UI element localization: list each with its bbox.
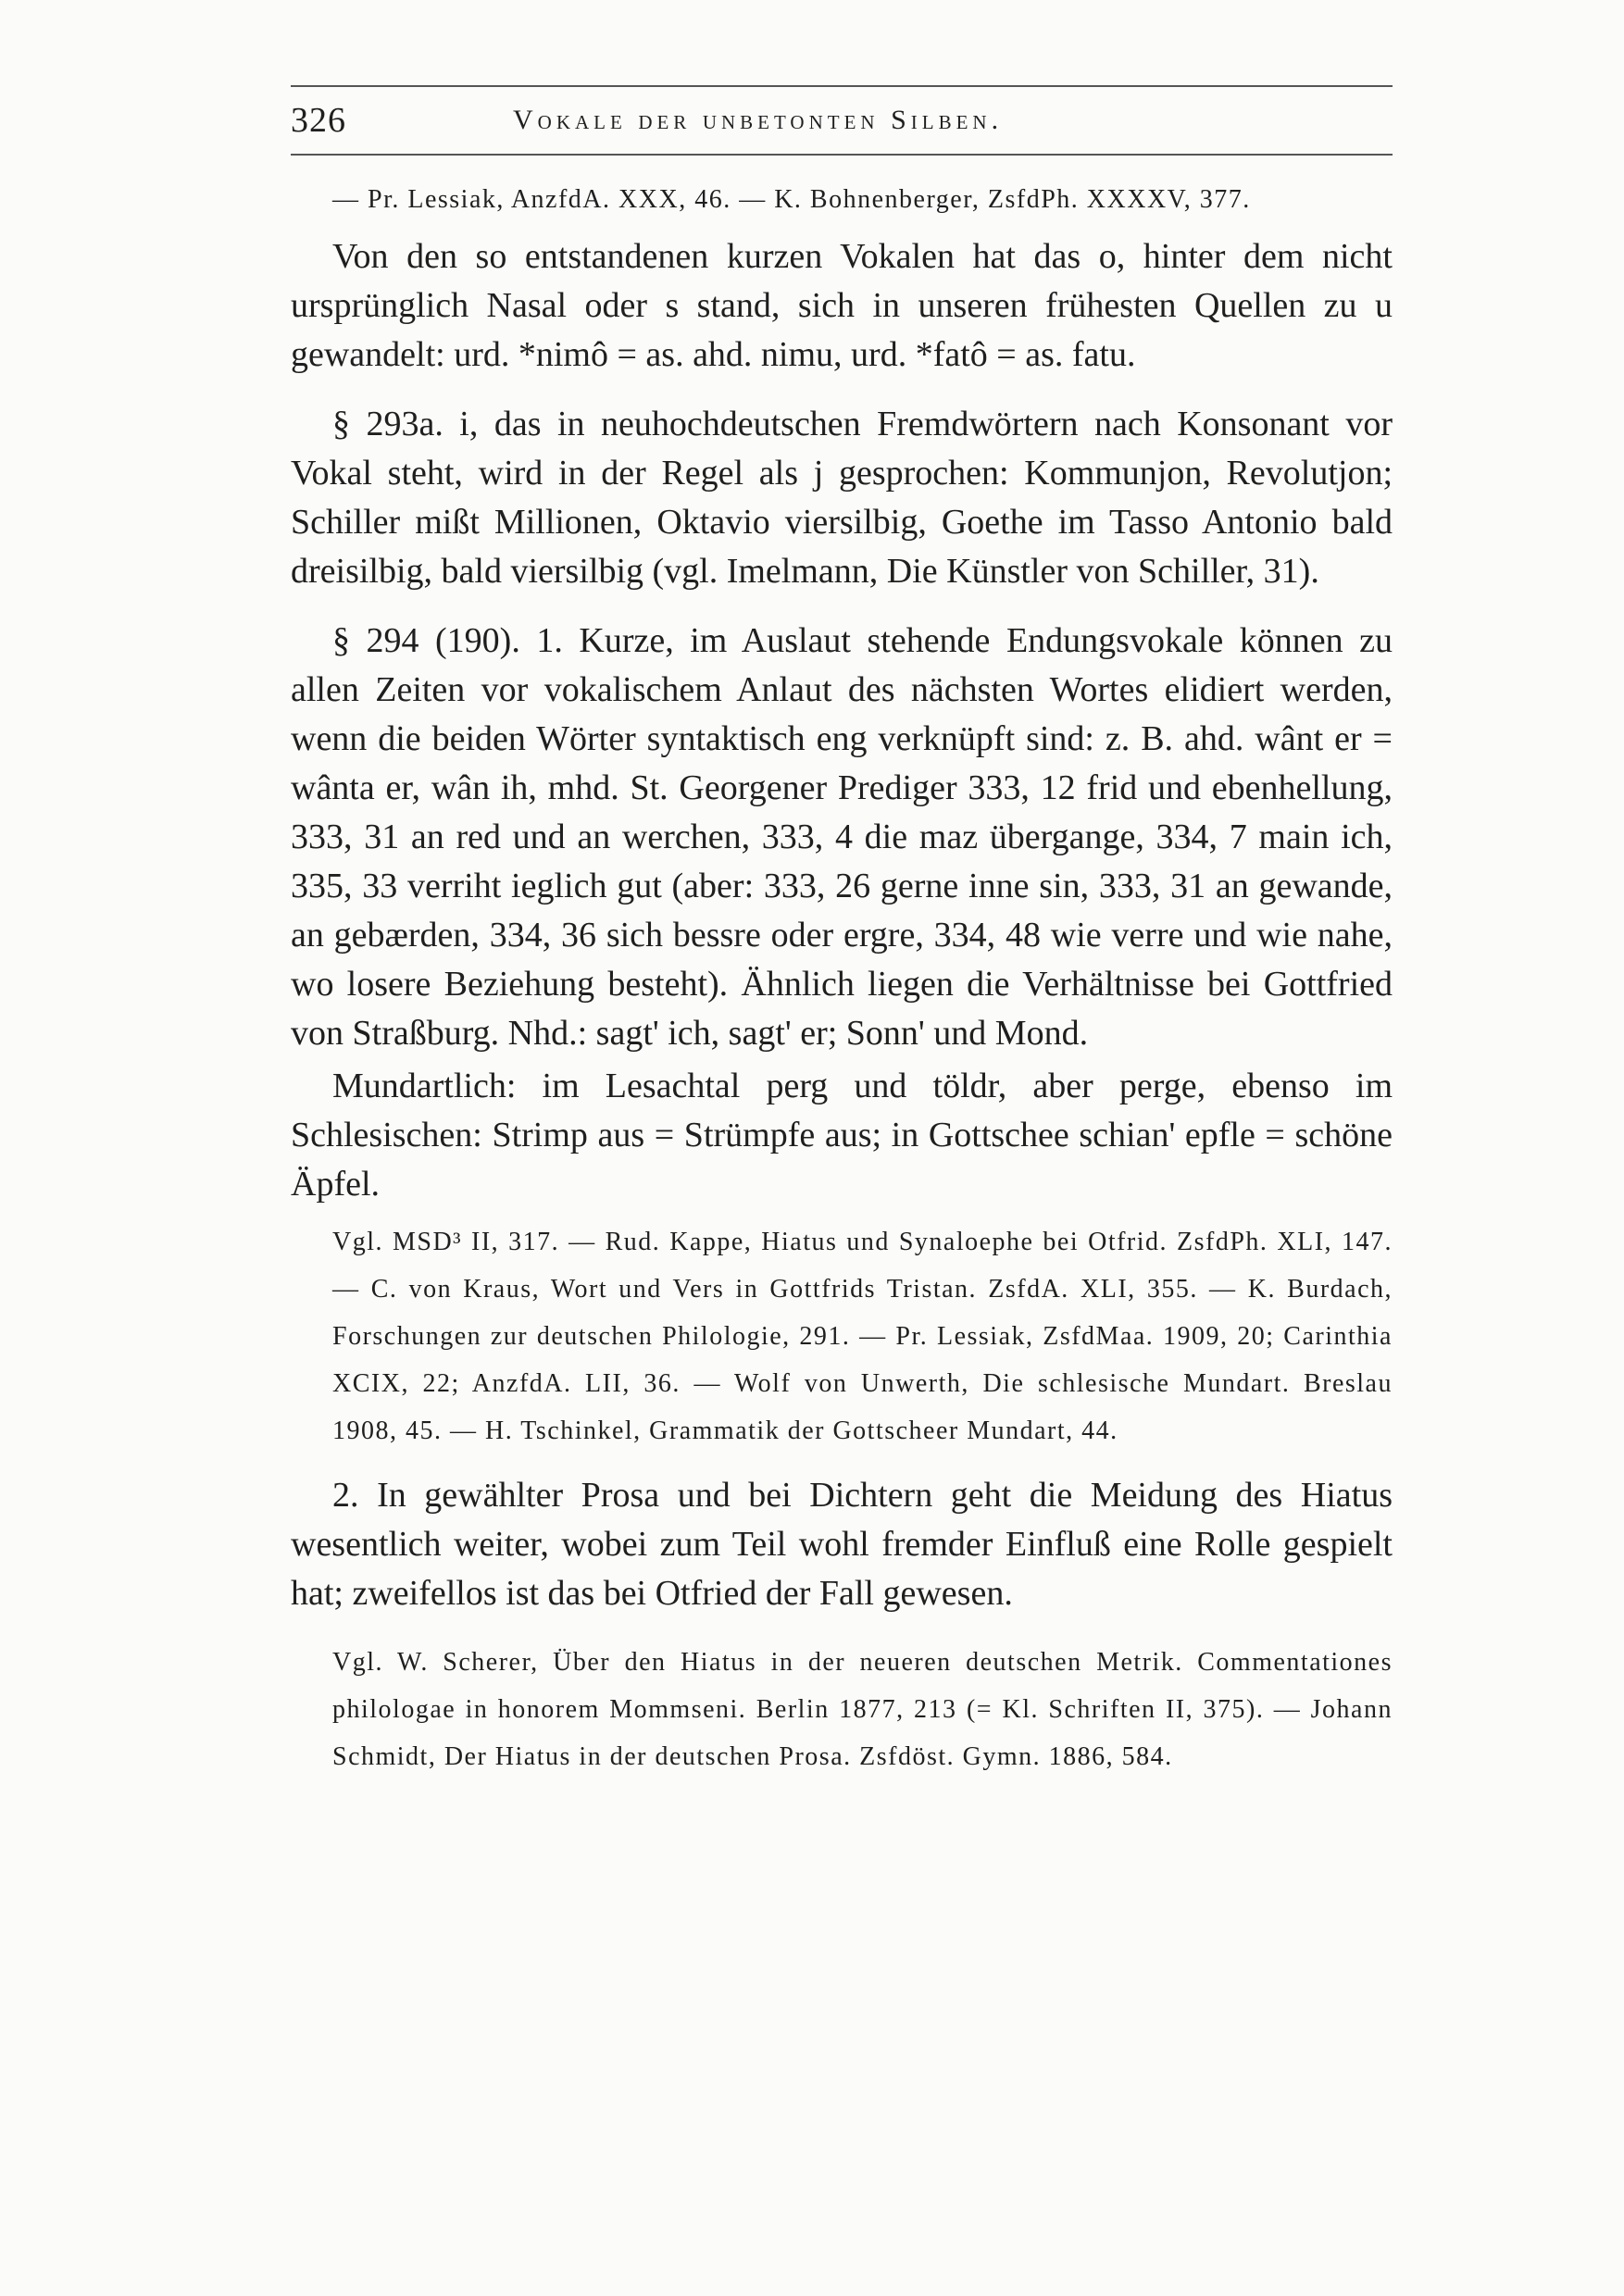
- running-title: Vokale der unbetonten Silben.: [513, 105, 1004, 135]
- paragraph-293a: § 293a. i, das in neuhochdeutschen Fremdwörtern nach Konsonant vor Vokal steht, wird in der Regel als j gesprochen: Kommunjon, Revolutjon; Schiller mißt Millionen, Oktavio viersilbig, Goethe im Tasso Antonio bald dreisilbig, bald viersilbig (vgl. Imelmann, Die Künstler von Schiller, 31).: [291, 405, 1393, 591]
- page-number: 326: [291, 101, 346, 140]
- page-header: [291, 85, 1393, 156]
- paragraph-hiatus: 2. In gewählter Prosa und bei Dichtern geht die Meidung des Hiatus wesentlich weiter, wobei zum Teil wohl fremder Einfluß eine Rolle gespielt hat; zweifellos ist das bei Otfried der Fall gewesen.: [291, 1476, 1393, 1613]
- footnote-middle: Vgl. MSD³ II, 317. — Rud. Kappe, Hiatus und Synaloephe bei Otfrid. ZsfdPh. XLI, 147. — C. von Kraus, Wort und Vers in Gottfrids Tristan. ZsfdA. XLI, 355. — K. Burdach, Forschungen zur deutschen Philologie, 291. — Pr. Lessiak, ZsfdMaa. 1909, 20; Carinthia XCIX, 22; AnzfdA. LII, 36. — Wolf von Unwerth, Die schlesische Mundart. Breslau 1908, 45. — H. Tschinkel, Grammatik der Gottscheer Mundart, 44.: [332, 1228, 1393, 1445]
- paragraph-dialect: Mundartlich: im Lesachtal perg und töldr, aber perge, ebenso im Schlesischen: Strimp aus = Strümpfe aus; in Gottschee schian' epfle = schöne Äpfel.: [291, 1067, 1393, 1204]
- footnote-top: — Pr. Lessiak, AnzfdA. XXX, 46. — K. Bohnenberger, ZsfdPh. XXXXV, 377.: [332, 185, 1251, 214]
- footnote-bottom: Vgl. W. Scherer, Über den Hiatus in der neueren deutschen Metrik. Commentationes philologae in honorem Mommseni. Berlin 1877, 213 (= Kl. Schriften II, 375). — Johann Schmidt, Der Hiatus in der deutschen Prosa. Zsfdöst. Gymn. 1886, 584.: [332, 1648, 1393, 1771]
- book-page: [291, 85, 1393, 1780]
- paragraph-vowel-change: Von den so entstandenen kurzen Vokalen hat das o, hinter dem nicht ursprünglich Nasal oder s stand, sich in unseren frühesten Quellen zu u gewandelt: urd. *nimô = as. ahd. nimu, urd. *fatô = as. fatu.: [291, 237, 1393, 374]
- paragraph-294: § 294 (190). 1. Kurze, im Auslaut stehende Endungsvokale können zu allen Zeiten vor vokalischem Anlaut des nächsten Wortes elidiert werden, wenn die beiden Wörter syntaktisch eng verknüpft sind: z. B. ahd. wânt er = wânta er, wân ih, mhd. St. Georgener Prediger 333, 12 frid und ebenhellung, 333, 31 an red und an werchen, 333, 4 die maz übergange, 334, 7 main ich, 335, 33 verriht ieglich gut (aber: 333, 26 gerne inne sin, 333, 31 an gewande, an gebærden, 334, 36 sich bessre oder ergre, 334, 48 wie verre und wie nahe, wo losere Beziehung besteht). Ähnlich liegen die Verhältnisse bei Gottfried von Straßburg. Nhd.: sagt' ich, sagt' er; Sonn' und Mond.: [291, 621, 1393, 1053]
